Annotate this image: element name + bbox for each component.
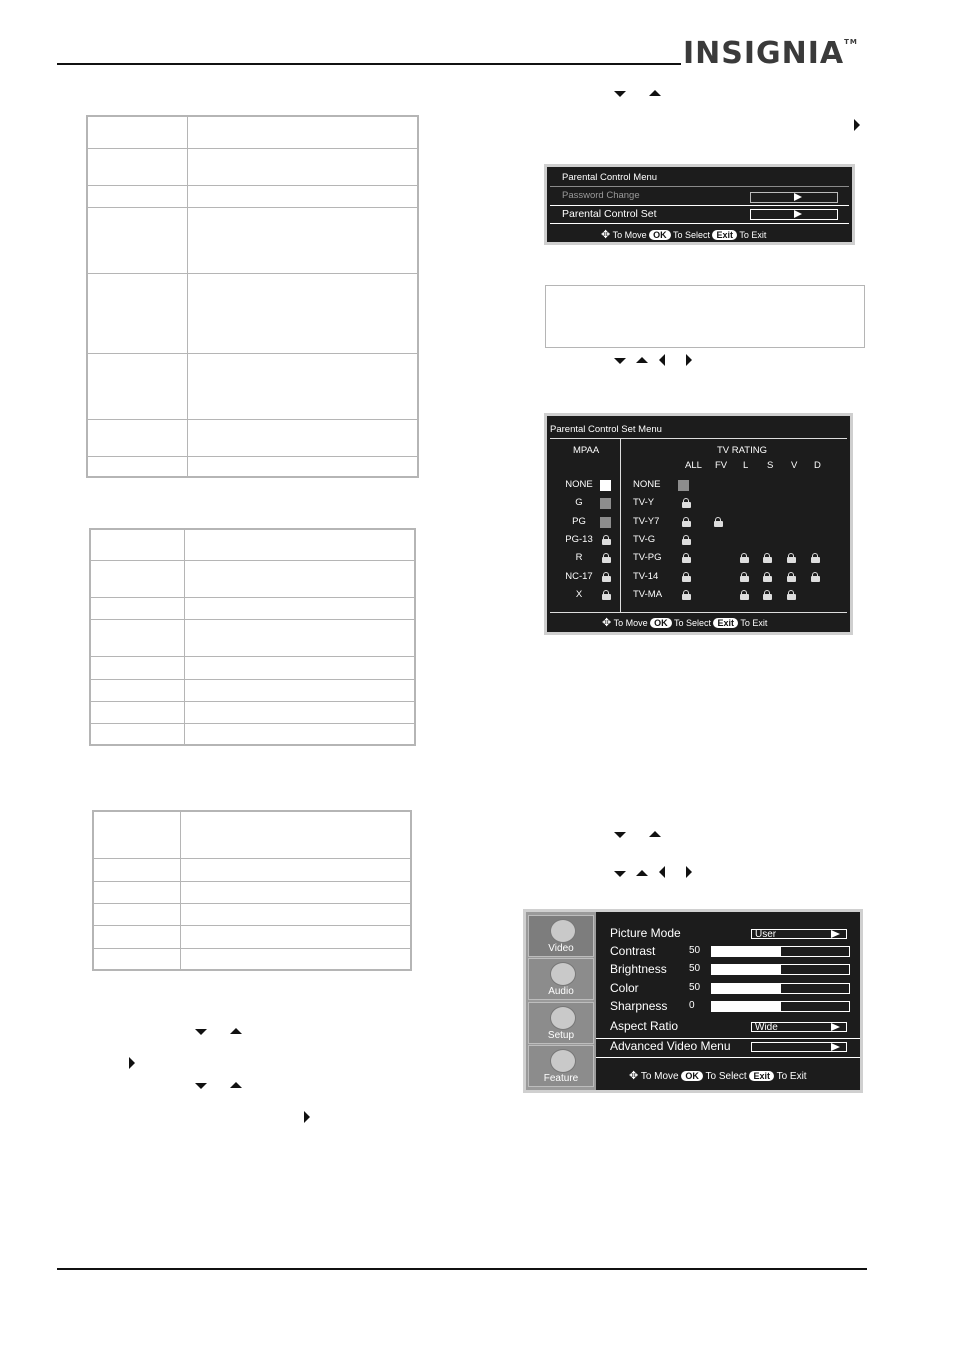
video-menu-item-label[interactable]: Aspect Ratio [610,1019,679,1033]
parental-control-set-arrow[interactable] [750,209,838,220]
tv-rating-label[interactable]: TV-Y [633,497,655,508]
slider-bar[interactable] [711,1001,850,1012]
left-arrow-icon [659,354,665,366]
tab-feature[interactable]: Feature [528,1045,594,1087]
mpaa-header: MPAA [573,445,600,456]
video-menu-item-label[interactable]: Contrast [610,944,656,958]
table-1 [86,115,419,478]
note-box [545,285,865,348]
slider-value: 0 [689,1000,695,1011]
menu-title: Parental Control Set Menu [550,424,662,435]
right-arrow-icon [686,354,692,366]
lock-icon[interactable] [787,572,795,581]
video-menu [523,909,863,1093]
tab-audio[interactable]: Audio [528,958,594,1000]
tv-rating-label[interactable]: TV-Y7 [633,516,660,527]
lock-icon[interactable] [602,535,610,544]
down-arrow-icon [195,1083,207,1089]
move-icon: ✥ [602,617,612,629]
down-arrow-icon [195,1029,207,1035]
right-arrow-icon [304,1111,310,1123]
tv-column-header: L [743,460,749,471]
submenu-arrow[interactable] [751,1042,847,1052]
lock-icon[interactable] [602,553,610,562]
menu-title: Parental Control Menu [562,172,658,183]
ok-key: OK [681,1071,703,1081]
tv-rating-label[interactable]: TV-PG [633,552,662,563]
tab-video[interactable]: Video [528,915,594,957]
slider-value: 50 [689,963,701,974]
tv-rating-label[interactable]: NONE [633,479,661,490]
move-icon: ✥ [601,229,611,241]
lock-icon[interactable] [763,553,771,562]
select-value[interactable]: Wide [751,1022,847,1032]
setup-icon [550,1006,576,1030]
down-arrow-icon [614,832,626,838]
slider-bar[interactable] [711,964,850,975]
feature-icon [550,1049,576,1073]
footer-rule [57,1268,867,1270]
down-arrow-icon [614,871,626,877]
menu-item-parental-control-set[interactable]: Parental Control Set [562,208,657,220]
slider-bar[interactable] [711,946,850,957]
tv-rating-label[interactable]: TV-14 [633,571,659,582]
lock-icon[interactable] [763,572,771,581]
lock-icon[interactable] [740,590,748,599]
tv-rating-header: TV RATING [717,445,767,456]
tv-column-header: D [814,460,821,471]
right-arrow-icon [854,119,860,131]
menu-footer: ✥ To Move OK To Select Exit To Exit [629,1070,807,1082]
exit-key: Exit [749,1071,774,1081]
mpaa-rating-label[interactable]: NC-17 [565,571,593,582]
lock-icon[interactable] [682,517,690,526]
lock-icon[interactable] [682,498,690,507]
insignia-logo: INSIGNIA™ [683,36,858,71]
slider-fill [712,965,781,974]
parental-control-menu [544,164,855,245]
mpaa-rating-label[interactable]: G [575,497,583,508]
video-icon [550,919,576,943]
unlocked-box-icon[interactable] [600,498,611,509]
lock-icon[interactable] [787,590,795,599]
lock-icon[interactable] [740,553,748,562]
tv-column-header: FV [715,460,728,471]
unlocked-box-icon[interactable] [678,480,689,491]
mpaa-rating-label[interactable]: PG-13 [565,534,593,545]
up-arrow-icon [636,870,648,876]
lock-icon[interactable] [682,590,690,599]
lock-icon[interactable] [740,572,748,581]
lock-icon[interactable] [682,572,690,581]
video-menu-item-label[interactable]: Brightness [610,962,667,976]
tv-rating-label[interactable]: TV-MA [633,589,663,600]
right-arrow-icon [686,866,692,878]
down-arrow-icon [614,91,626,97]
ok-key: OK [650,618,672,628]
tab-setup[interactable]: Setup [528,1002,594,1044]
lock-icon[interactable] [602,590,610,599]
down-arrow-icon [614,358,626,364]
video-menu-item-label[interactable]: Color [610,981,639,995]
tv-column-header: S [767,460,774,471]
table-3 [92,810,412,971]
lock-icon[interactable] [602,572,610,581]
menu-footer: ✥ To Move OK To Select Exit To Exit [602,617,768,629]
lock-icon[interactable] [682,553,690,562]
slider-fill [712,984,781,993]
slider-fill [712,1002,781,1011]
exit-key: Exit [713,618,738,628]
slider-value: 50 [689,982,701,993]
tv-column-header: V [791,460,798,471]
password-change-arrow[interactable] [750,192,838,203]
menu-item-password-change[interactable]: Password Change [562,190,640,201]
mpaa-rating-label[interactable]: PG [572,516,586,527]
menu-sidebar [526,912,596,1090]
left-arrow-icon [659,866,665,878]
lock-icon[interactable] [714,517,722,526]
ok-key: OK [649,230,671,240]
video-menu-item-label[interactable]: Sharpness [610,999,668,1013]
up-arrow-icon [230,1082,242,1088]
video-menu-item-label[interactable]: Advanced Video Menu [610,1039,731,1053]
tv-rating-label[interactable]: TV-G [633,534,656,545]
up-arrow-icon [649,831,661,837]
video-menu-item-label[interactable]: Picture Mode [610,926,681,940]
mpaa-rating-label[interactable]: R [575,552,583,563]
lock-icon[interactable] [811,553,819,562]
table-2 [89,528,416,746]
lock-icon[interactable] [763,590,771,599]
up-arrow-icon [230,1028,242,1034]
speaker-icon [550,962,576,986]
tv-column-header: ALL [685,460,702,471]
up-arrow-icon [649,90,661,96]
unlocked-box-icon[interactable] [600,480,611,491]
slider-bar[interactable] [711,983,850,994]
exit-key: Exit [712,230,737,240]
right-arrow-icon [129,1057,135,1069]
lock-icon[interactable] [682,535,690,544]
mpaa-rating-label[interactable]: X [575,589,583,600]
menu-footer: ✥ To Move OK To Select Exit To Exit [601,229,767,241]
slider-value: 50 [689,945,701,956]
up-arrow-icon [636,357,648,363]
parental-control-set-menu [544,413,853,635]
slider-fill [712,947,781,956]
select-value[interactable]: User [751,929,847,939]
mpaa-rating-label[interactable]: NONE [565,479,593,490]
unlocked-box-icon[interactable] [600,517,611,528]
move-icon: ✥ [629,1070,639,1082]
lock-icon[interactable] [787,553,795,562]
lock-icon[interactable] [811,572,819,581]
header-rule [57,63,681,65]
